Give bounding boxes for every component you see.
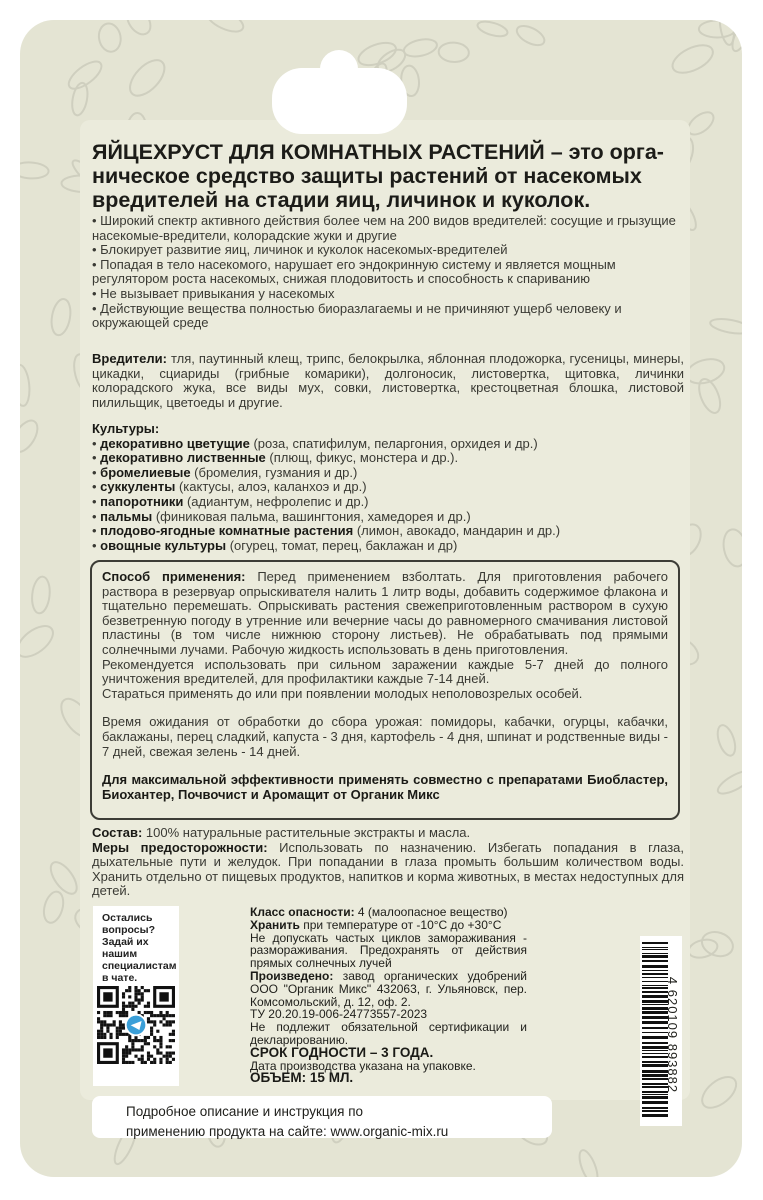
leaf-motif — [668, 40, 717, 79]
title-line: вредителей на стадии яиц, личинок и куколок. — [92, 188, 591, 212]
qr-module — [109, 1033, 112, 1036]
culture-name: папоротники — [100, 493, 184, 509]
qr-module — [134, 986, 137, 989]
qr-module — [153, 1045, 156, 1048]
qr-module — [141, 986, 144, 989]
qr-module — [169, 1020, 172, 1023]
qr-module — [109, 1011, 112, 1014]
qr-module — [159, 1045, 162, 1048]
leaf-motif — [124, 54, 171, 102]
qr-module — [156, 1030, 159, 1033]
qr-module — [134, 992, 137, 995]
qr-module — [128, 989, 131, 992]
qr-module — [147, 1005, 150, 1008]
qr-module — [100, 1027, 103, 1030]
qr-module — [122, 1011, 125, 1014]
culture-name: декоративно цветущие — [100, 435, 250, 451]
culture-examples: (плющ, фикус, монстера и др.). — [265, 450, 459, 466]
usage-method-box — [90, 560, 680, 820]
culture-item: • суккуленты (кактусы, алоэ, каланхоэ и др.) — [92, 479, 367, 495]
qr-module — [138, 1058, 141, 1061]
composition-label: Состав: — [92, 825, 143, 840]
qr-module — [109, 1014, 112, 1017]
culture-name: пальмы — [100, 508, 153, 524]
qr-module — [106, 1023, 109, 1026]
qr-module — [128, 986, 131, 989]
leaf-motif — [715, 767, 742, 798]
qr-module — [125, 1033, 128, 1036]
qr-module — [134, 1005, 137, 1008]
qr-module — [119, 1030, 122, 1033]
pests-text: тля, паутинный клещ, трипс, белокрылка, яблонная плодожорка, гусеницы, минеры, цикадки, сциариды (грибные комарики), долгоносик, листовертка, щитовка, личинки колорадского жука, все виды мух, совки, листовертка, крестоцветная блошка, листовой пилильщик, цветоеды и другие. — [92, 351, 684, 410]
qr-module — [159, 1011, 162, 1014]
qr-module — [172, 1039, 175, 1042]
qr-module — [141, 998, 144, 1001]
qr-module — [141, 1061, 144, 1064]
qr-module — [122, 1058, 125, 1061]
barcode — [640, 936, 682, 1126]
qr-module — [103, 1014, 106, 1017]
qr-module — [159, 1058, 162, 1061]
qr-module — [153, 1036, 156, 1039]
qr-module — [134, 1055, 137, 1058]
qr-module — [150, 1030, 153, 1033]
qr-module — [153, 1039, 156, 1042]
leaf-motif — [20, 620, 58, 663]
composition-text: 100% натуральные растительные экстракты и масла. — [142, 825, 471, 840]
qr-module — [147, 1011, 150, 1014]
production-date-note: Дата производства указана на упаковке. — [250, 1058, 476, 1073]
qr-module — [128, 1039, 131, 1042]
leaf-motif — [684, 355, 727, 388]
qr-module — [138, 1048, 141, 1051]
qr-module — [122, 1052, 125, 1055]
qr-module — [163, 1017, 166, 1020]
product-title — [92, 140, 692, 212]
qr-module — [97, 1020, 100, 1023]
qr-module — [166, 1023, 169, 1026]
benefit-item: • Не вызывает привыкания у насекомых — [92, 285, 335, 301]
culture-examples: (бромелия, гузмания и др.) — [190, 464, 358, 480]
qr-module — [97, 1030, 100, 1033]
qr-module — [131, 1005, 134, 1008]
qr-module — [131, 1002, 134, 1005]
qr-module — [100, 1030, 103, 1033]
qr-module — [131, 1045, 134, 1048]
benefit-item: • Широкий спектр активного действия более чем на 200 видов вредителей: сосущие и грызущие насекомые-вредители, колорадские жуки и другие — [92, 213, 676, 243]
leaf-motif — [30, 576, 51, 614]
cultures-label: Культуры: — [92, 421, 160, 436]
qr-module — [109, 1036, 112, 1039]
qr-module — [125, 1014, 128, 1017]
qr-module — [97, 1033, 100, 1036]
qr-module — [125, 989, 128, 992]
qr-module — [159, 1020, 162, 1023]
qr-module — [144, 1011, 147, 1014]
leaf-motif — [64, 57, 105, 94]
qr-module — [119, 1027, 122, 1030]
leaf-motif — [122, 20, 155, 39]
culture-name: бромелиевые — [100, 464, 191, 480]
qr-module — [150, 1033, 153, 1036]
qr-module — [147, 1052, 150, 1055]
culture-name: декоративно лиственные — [100, 450, 266, 466]
qr-module — [172, 1014, 175, 1017]
qr-module — [141, 1058, 144, 1061]
culture-examples: (роза, спатифилум, пеларгония, орхидея и др.) — [249, 435, 538, 451]
qr-module — [138, 1011, 141, 1014]
qr-module — [97, 1036, 100, 1039]
qr-finder — [103, 1048, 112, 1057]
qr-module — [138, 1039, 141, 1042]
qr-module — [131, 1042, 134, 1045]
qr-module — [159, 1014, 162, 1017]
qr-module — [122, 992, 125, 995]
qr-module — [144, 989, 147, 992]
qr-finder — [103, 992, 112, 1001]
qr-module — [125, 1045, 128, 1048]
qr-module — [122, 1027, 125, 1030]
qr-module — [122, 1033, 125, 1036]
qr-module — [103, 1011, 106, 1014]
qr-module — [144, 1039, 147, 1042]
qr-module — [134, 989, 137, 992]
culture-item: • пальмы (финиковая пальма, вашингтония, хамедорея и др.) — [92, 508, 471, 524]
qr-module — [150, 1055, 153, 1058]
leaf-motif — [402, 36, 438, 59]
title-line: ЯЙЦЕХРУСТ ДЛЯ КОМНАТНЫХ РАСТЕНИЙ – это орга- — [92, 140, 664, 164]
qr-module — [166, 1061, 169, 1064]
leaf-motif — [476, 20, 509, 39]
culture-examples: (адиантум, нефролепис и др.) — [183, 493, 369, 509]
qr-module — [122, 1023, 125, 1026]
qr-module — [163, 1014, 166, 1017]
qr-module — [153, 1058, 156, 1061]
qr-module — [166, 1011, 169, 1014]
qr-module — [144, 1036, 147, 1039]
leaf-motif — [20, 364, 31, 407]
culture-examples: (финиковая пальма, вашингтония, хамедорея и др.) — [152, 508, 471, 524]
qr-module — [141, 1048, 144, 1051]
qr-module — [122, 1008, 125, 1011]
qr-module — [119, 1033, 122, 1036]
qr-module — [128, 1048, 131, 1051]
leaf-motif — [729, 20, 742, 53]
qr-module — [97, 1017, 100, 1020]
qr-module — [159, 1036, 162, 1039]
qr-module — [147, 1020, 150, 1023]
leaf-motif — [20, 416, 42, 456]
qr-module — [128, 995, 131, 998]
qr-module — [134, 998, 137, 1001]
culture-item: • бромелиевые (бромелия, гузмания и др.) — [92, 464, 358, 480]
qr-module — [144, 1005, 147, 1008]
qr-module — [125, 1061, 128, 1064]
website-info-box — [92, 1096, 552, 1138]
leaf-motif — [699, 20, 736, 37]
qr-module — [156, 1048, 159, 1051]
storage-temp: при температуре от -10°С до +30°С — [299, 917, 502, 932]
qr-module — [172, 1052, 175, 1055]
qr-module — [153, 1023, 156, 1026]
leaf-motif — [514, 22, 547, 49]
qr-module — [150, 1014, 153, 1017]
composition-precautions — [92, 826, 684, 899]
qr-module — [119, 1011, 122, 1014]
volume: ОБЪЕМ: 15 МЛ. — [250, 1070, 354, 1086]
qr-module — [169, 1055, 172, 1058]
benefit-item: • Действующие вещества полностью биоразлагаемы и не причиняют ущерб человеку и окружающей среде — [92, 300, 622, 331]
qr-module — [150, 1027, 153, 1030]
culture-item: • овощные культуры (огурец, томат, перец, баклажан и др) — [92, 537, 458, 553]
qr-module — [116, 1027, 119, 1030]
qr-module — [150, 1061, 153, 1064]
qr-module — [97, 1011, 100, 1014]
leaf-motif — [709, 316, 742, 336]
leaf-motif — [438, 42, 469, 63]
qr-module — [163, 1055, 166, 1058]
method-timing: Стараться применять до или при появлении молодых неполовозрелых особей. — [102, 685, 583, 701]
culture-examples: (огурец, томат, перец, баклажан и др) — [226, 537, 458, 553]
qr-module — [169, 1061, 172, 1064]
qr-module — [128, 1005, 131, 1008]
qr-module — [134, 1048, 137, 1051]
qr-module — [128, 1036, 131, 1039]
qr-module — [166, 1020, 169, 1023]
qr-module — [103, 1023, 106, 1026]
qr-module — [122, 1061, 125, 1064]
qr-module — [125, 1011, 128, 1014]
qr-module — [122, 1014, 125, 1017]
qr-module — [131, 1039, 134, 1042]
qr-module — [131, 1048, 134, 1051]
leaf-motif — [697, 1071, 742, 1114]
qr-module — [147, 1058, 150, 1061]
qr-module — [103, 1033, 106, 1036]
qr-module — [172, 1033, 175, 1036]
qr-chat-box — [93, 906, 179, 1086]
leaf-motif — [20, 161, 49, 179]
qr-module — [138, 1002, 141, 1005]
qr-module — [100, 1020, 103, 1023]
qr-module — [134, 995, 137, 998]
qr-module — [141, 992, 144, 995]
barcode-number: 4 620109 893882 — [665, 976, 680, 1094]
qr-module — [172, 1020, 175, 1023]
qr-module — [100, 1036, 103, 1039]
qr-module — [169, 1033, 172, 1036]
precautions-label: Меры предосторожности: — [92, 839, 268, 855]
freeze-warning: Не допускать частых циклов замораживания - размораживания. Предохранять от действия прямых солнечных лучей — [250, 930, 527, 971]
qr-module — [156, 1052, 159, 1055]
certification-note: Не подлежит обязательной сертификации и декларированию. — [250, 1020, 527, 1047]
qr-module — [125, 1005, 128, 1008]
qr-module — [172, 1030, 175, 1033]
waiting-period: Время ожидания от обработки до сбора урожая: помидоры, кабачки, огурцы, кабачки, баклажаны, перец сладкий, капуста - 3 дня, картофель - 4 дня, шпинат и родственные виды - 7 дней, свежая зелень - 14 дней. — [102, 714, 668, 759]
qr-module — [159, 1042, 162, 1045]
qr-module — [159, 1052, 162, 1055]
hazard-label: Класс опасности: — [250, 905, 355, 919]
leaf-motif — [721, 527, 742, 568]
qr-module — [109, 1023, 112, 1026]
qr-module — [153, 1020, 156, 1023]
qr-module — [119, 1014, 122, 1017]
qr-module — [169, 1052, 172, 1055]
qr-module — [116, 1036, 119, 1039]
qr-module — [159, 1039, 162, 1042]
qr-module — [150, 1020, 153, 1023]
culture-name: суккуленты — [100, 479, 176, 495]
leaf-motif — [203, 20, 246, 36]
pests-label: Вредители: — [92, 351, 167, 366]
qr-module — [166, 1052, 169, 1055]
method-text: Перед применением взболтать. Для приготовления рабочего раствора в резервуар опрыскивателя налить 1 литр воды, добавить содержимое флакона и тщательно перемешать. Опрыскивать растения свежеприготовленным раствором в сухую безветренную погоду в утренние или вечерние часы до равномерного смачивания листовой пластины (в том числе нижнюю сторону листьев). Не обрабатывать под прямыми солнечными лучами. Рабочую жидкость использовать в день приготовления. — [102, 569, 668, 657]
culture-name: овощные культуры — [100, 537, 227, 553]
qr-module — [147, 1002, 150, 1005]
site-line-2[interactable]: применению продукта на сайте: www.organic-mix.ru — [126, 1124, 449, 1139]
qr-module — [144, 1042, 147, 1045]
site-line-1: Подробное описание и инструкция по — [126, 1104, 364, 1119]
qr-module — [134, 1039, 137, 1042]
leaf-motif — [97, 22, 123, 54]
qr-module — [169, 1039, 172, 1042]
qr-module — [166, 1045, 169, 1048]
qr-module — [116, 1030, 119, 1033]
qr-module — [113, 1023, 116, 1026]
combo-recommendation: Для максимальной эффективности применять совместно с препаратами Биобластер, Биохантер, Почвочист и Аромащит от Органик Микс — [102, 772, 668, 802]
storage-label: Хранить — [250, 917, 300, 932]
qr-module — [147, 1042, 150, 1045]
qr-module — [128, 1061, 131, 1064]
qr-module — [122, 1048, 125, 1051]
manufacturer: завод органических удобрений ООО "Органик Микс" 432063, г. Ульяновск, пер. Комсомольский, д. 12, оф. 2. — [250, 968, 527, 1009]
culture-item: • папоротники (адиантум, нефролепис и др.) — [92, 493, 369, 509]
qr-module — [100, 1023, 103, 1026]
pests-section — [92, 352, 684, 410]
qr-module — [106, 1014, 109, 1017]
culture-item: • плодово-ягодные комнатные растения (лимон, авокадо, мандарин и др.) — [92, 523, 561, 539]
cultures-section — [92, 422, 684, 553]
qr-module — [138, 989, 141, 992]
qr-module — [106, 1027, 109, 1030]
qr-module — [153, 1061, 156, 1064]
qr-module — [125, 1052, 128, 1055]
leaf-motif — [714, 723, 738, 758]
manufacturer-label: Произведено: — [250, 968, 334, 983]
benefits-list — [92, 214, 684, 331]
method-label: Способ применения: — [102, 569, 246, 584]
leaf-motif — [41, 889, 67, 925]
qr-caption: Остались вопросы? Задай их нашим специалистам в чате. — [102, 912, 177, 984]
leaf-motif — [46, 858, 82, 898]
qr-module — [172, 1058, 175, 1061]
qr-module — [147, 1055, 150, 1058]
qr-module — [134, 1036, 137, 1039]
leaf-motif — [49, 298, 73, 337]
qr-module — [153, 1014, 156, 1017]
qr-module — [131, 1008, 134, 1011]
qr-module — [166, 1055, 169, 1058]
tech-spec: ТУ 20.20.19-006-24773557-2023 — [250, 1007, 428, 1022]
qr-module — [147, 1036, 150, 1039]
qr-module — [141, 1039, 144, 1042]
qr-module — [141, 1055, 144, 1058]
qr-module — [169, 1045, 172, 1048]
qr-module — [156, 1014, 159, 1017]
culture-examples: (кактусы, алоэ, каланхоэ и др.) — [175, 479, 367, 495]
qr-module — [141, 995, 144, 998]
qr-module — [125, 1055, 128, 1058]
culture-item: • декоративно цветущие (роза, спатифилум, пеларгония, орхидея и др.) — [92, 435, 538, 451]
qr-module — [147, 1017, 150, 1020]
benefit-item: • Блокирует развитие яиц, личинок и куколок насекомых-вредителей — [92, 242, 508, 258]
qr-module — [119, 1023, 122, 1026]
qr-module — [106, 1030, 109, 1033]
qr-finder — [159, 992, 168, 1001]
qr-module — [119, 1020, 122, 1023]
method-frequency: Рекомендуется использовать при сильном заражении каждые 5-7 дней до полного уничтожения вредителей, для профилактики каждые 7-14 дней. — [102, 656, 668, 687]
qr-module — [166, 1014, 169, 1017]
leaf-motif — [576, 1148, 601, 1177]
qr-module — [138, 992, 141, 995]
qr-module — [122, 1055, 125, 1058]
qr-module — [122, 1005, 125, 1008]
qr-module — [163, 1023, 166, 1026]
qr-module — [156, 1039, 159, 1042]
qr-module — [106, 1011, 109, 1014]
qr-module — [100, 1033, 103, 1036]
title-line: ническое средство защиты растений от насекомых — [92, 164, 642, 188]
qr-module — [138, 998, 141, 1001]
qr-module — [116, 1033, 119, 1036]
qr-module — [125, 1048, 128, 1051]
qr-module — [103, 1020, 106, 1023]
hazard-class: 4 (малоопасное вещество) — [354, 905, 508, 919]
qr-module — [131, 1061, 134, 1064]
qr-module — [116, 1011, 119, 1014]
qr-module — [144, 1061, 147, 1064]
qr-module — [103, 1036, 106, 1039]
qr-module — [159, 1061, 162, 1064]
qr-module — [166, 1058, 169, 1061]
culture-item: • декоративно лиственные (плющ, фикус, монстера и др.). — [92, 450, 459, 466]
qr-module — [169, 1014, 172, 1017]
qr-module — [128, 1052, 131, 1055]
qr-module — [169, 1023, 172, 1026]
culture-name: плодово-ягодные комнатные растения — [100, 523, 354, 539]
product-info — [250, 906, 527, 1085]
qr-module — [141, 1045, 144, 1048]
qr-module — [113, 1020, 116, 1023]
shelf-life: СРОК ГОДНОСТИ – 3 ГОДА. — [250, 1044, 434, 1060]
hang-hole-slot — [272, 68, 407, 134]
precautions-text: Использовать по назначению. Избегать попадания в глаза, дыхательные пути и желудок. При попадании в глаза промыть большим количеством воды. Хранить отдельно от пищевых продуктов, напитков и корма животных, в местах недоступных для детей. — [92, 839, 685, 899]
qr-module — [122, 1002, 125, 1005]
qr-module — [122, 995, 125, 998]
benefit-item: • Попадая в тело насекомого, нарушает его эндокринную систему и является мощным регулятором роста насекомых, снижая плодовитость и способность к спариванию — [92, 256, 616, 287]
qr-module — [150, 1011, 153, 1014]
qr-code[interactable] — [97, 986, 175, 1064]
qr-module — [128, 1002, 131, 1005]
qr-module — [147, 989, 150, 992]
culture-examples: (лимон, авокадо, мандарин и др.) — [353, 523, 561, 539]
